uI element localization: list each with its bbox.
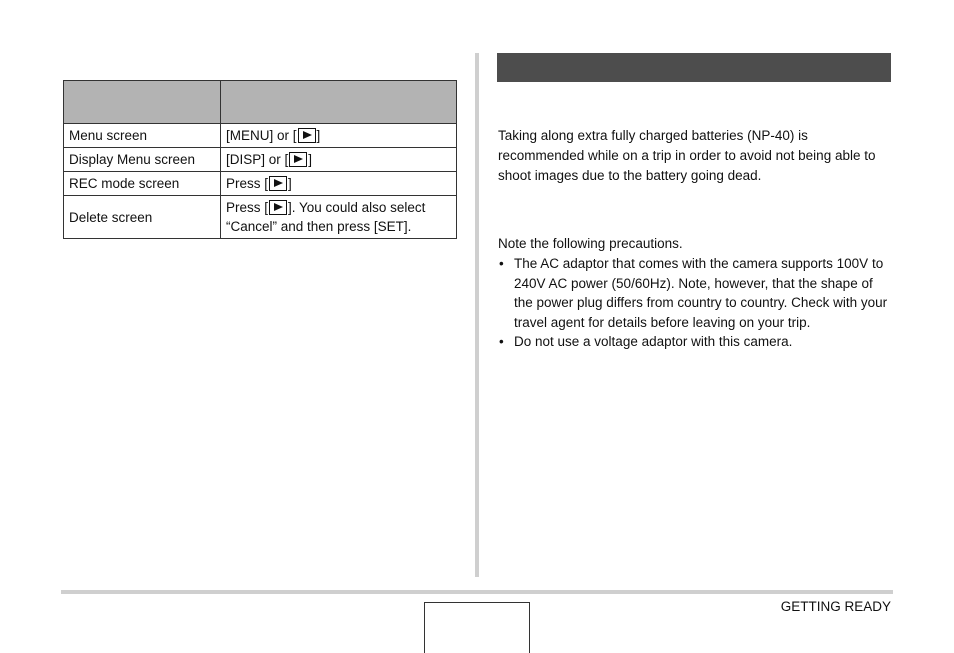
table-row bbox=[64, 196, 457, 239]
screen-cell: Menu screen bbox=[64, 124, 221, 148]
precautions-intro: Note the following precautions. bbox=[498, 236, 683, 251]
operation-text: [DISP] or [ bbox=[226, 152, 289, 167]
table-row bbox=[64, 124, 457, 148]
screen-operation-table bbox=[63, 80, 457, 239]
play-button-icon bbox=[289, 152, 307, 167]
table-header-screen bbox=[64, 81, 221, 124]
screen-cell: Delete screen bbox=[64, 196, 221, 239]
list-item: • The AC adaptor that comes with the camera supports 100V to 240V AC power (50/60Hz). Note, however, that the shape of the power plug differs from country to country. Check with your travel agent for details before leaving on your trip. bbox=[498, 254, 890, 332]
footer-rule bbox=[61, 590, 893, 594]
operation-text-end: ] bbox=[288, 176, 292, 191]
operation-text: Press [ bbox=[226, 200, 269, 215]
page-number-box bbox=[424, 602, 530, 653]
operation-text-end: ] bbox=[316, 128, 321, 143]
screen-cell: REC mode screen bbox=[64, 172, 221, 196]
column-divider bbox=[475, 53, 479, 577]
operation-cell bbox=[221, 124, 457, 148]
table-row bbox=[64, 148, 457, 172]
battery-paragraph: Taking along extra fully charged batteries (NP-40) is recommended while on a trip in order to avoid not being able to shoot images due to the battery going dead. bbox=[498, 128, 876, 183]
operation-text: Press [ bbox=[226, 176, 269, 191]
chapter-name: GETTING READY bbox=[780, 599, 891, 614]
table-row bbox=[64, 172, 457, 196]
operation-cell bbox=[221, 172, 457, 196]
table-header-row bbox=[64, 81, 457, 124]
play-button-icon bbox=[269, 200, 287, 215]
screen-cell: Display Menu screen bbox=[64, 148, 221, 172]
operation-text-end: ]. You could also select “Cancel” and then press [SET]. bbox=[226, 200, 426, 234]
operation-text-end: ] bbox=[308, 152, 313, 167]
play-button-icon bbox=[298, 128, 316, 143]
section-heading-bar bbox=[497, 53, 891, 82]
precautions-list bbox=[498, 254, 890, 352]
operation-text: [MENU] or [ bbox=[226, 128, 297, 143]
operation-cell bbox=[221, 196, 457, 239]
table-header-operation bbox=[221, 81, 457, 124]
list-item: • Do not use a voltage adaptor with this camera. bbox=[498, 332, 890, 352]
operation-cell bbox=[221, 148, 457, 172]
play-button-icon bbox=[269, 176, 287, 191]
